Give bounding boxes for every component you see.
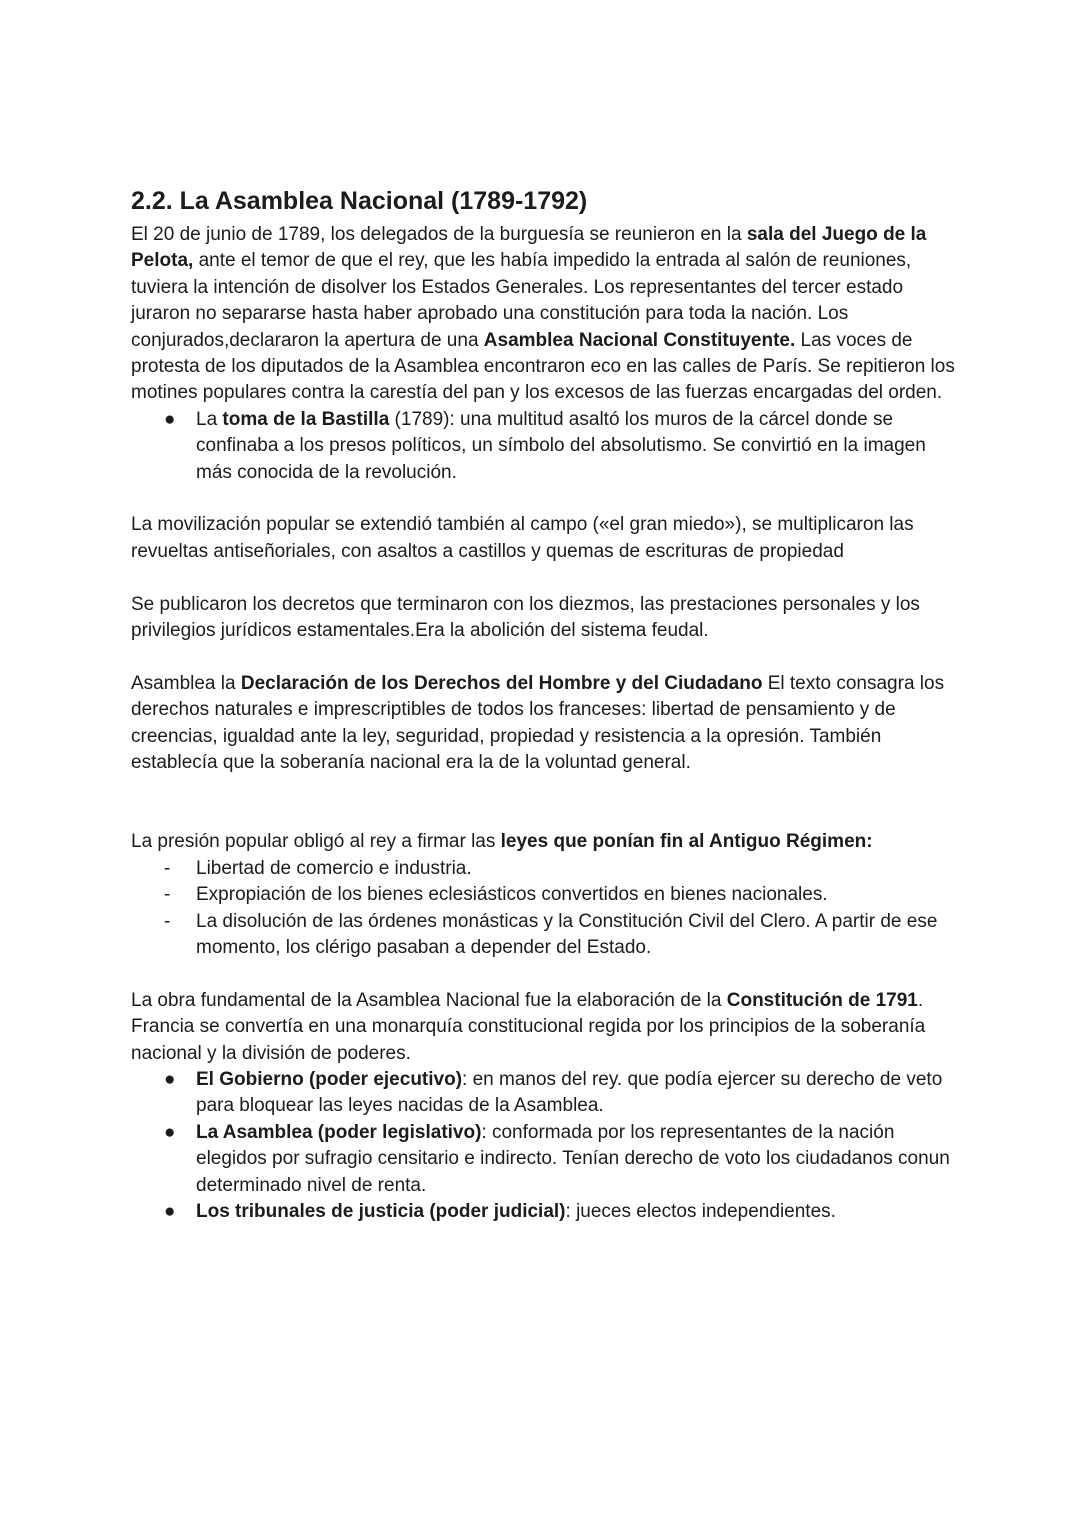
bullet-icon: ●: [164, 1068, 176, 1090]
campo-paragraph: La movilización popular se extendió también al campo («el gran miedo»), se multiplicaron las revueltas antiseñoriales, con asaltos a castillos y quemas de escrituras de propiedad: [131, 514, 914, 562]
leyes-list: [131, 856, 961, 962]
list-item: ● El Gobierno (poder ejecutivo): en manos del rey. que podía ejercer su derecho de veto para bloquear las leyes nacidas de la Asamblea.: [164, 1068, 943, 1117]
list-item: ● La Asamblea (poder legislativo): conformada por los representantes de la nación elegidos por sufragio censitario e indirecto. Tenían derecho de voto los ciudadanos conun determinado nivel de renta.: [164, 1121, 950, 1196]
constitucion-paragraph: La obra fundamental de la Asamblea Nacional fue la elaboración de la Constitución de 1791. Francia se convertía en una monarquía constitucional regida por los principios de la soberanía nacional y la división de poderes.: [131, 989, 926, 1064]
bullet-icon: ●: [164, 1121, 176, 1143]
list-item: - Expropiación de los bienes eclesiásticos convertidos en bienes nacionales.: [131, 882, 961, 908]
declaracion-paragraph: Asamblea la Declaración de los Derechos del Hombre y del Ciudadano El texto consagra los derechos naturales e imprescriptibles de todos los franceses: libertad de pensamiento y de creencias, igualdad ante la ley, seguridad, propiedad y resistencia a la opresión. También establecía que la soberanía nacional era la de la voluntad general.: [131, 672, 945, 774]
decretos-paragraph: Se publicaron los decretos que terminaron con los diezmos, las prestaciones personales y los privilegios jurídicos estamentales.Era la abolición del sistema feudal.: [131, 593, 920, 642]
intro-paragraph: El 20 de junio de 1789, los delegados de la burguesía se reunieron en la sala del Juego de la Pelota, ante el temor de que el rey, que les había impedido la entrada al salón de reuniones, tuviera la intención de disolver los Estados Generales. Los representantes del tercer estado juraron no separarse hasta haber aprobado una constitución para toda la nación. Los conjurados,declararon la apertura de una Asamblea Nacional Constituyente. Las voces de protesta de los diputados de la Asamblea encontraron eco en las calles de París. Se repitieron los motines populares contra la carestía del pan y los excesos de las fuerzas encargadas del orden.: [131, 224, 955, 404]
dash-marker: -: [164, 857, 171, 879]
dash-marker: -: [164, 910, 171, 932]
sala-juego-pelota: sala del Juego de la Pelota,: [131, 224, 927, 272]
poderes-list: [131, 1067, 961, 1225]
list-item: - Libertad de comercio e industria.: [131, 856, 961, 882]
section-heading: 2.2. La Asamblea Nacional (1789-1792): [131, 187, 588, 215]
dash-marker: -: [164, 884, 171, 906]
asamblea-constituyente: Asamblea Nacional Constituyente.: [483, 329, 796, 351]
document-page: [131, 184, 961, 1225]
bastilla-list: [131, 407, 961, 486]
bullet-icon: ●: [164, 1200, 176, 1222]
presion-paragraph: La presión popular obligó al rey a firmar las leyes que ponían fin al Antiguo Régimen:: [131, 831, 873, 853]
list-item: ● Los tribunales de justicia (poder judicial): jueces electos independientes.: [131, 1199, 961, 1225]
list-item: ● La toma de la Bastilla (1789): una multitud asaltó los muros de la cárcel donde se confinaba a los presos políticos, un símbolo del absolutismo. Se convirtió en la imagen más conocida de la revolución.: [164, 408, 926, 483]
bullet-icon: ●: [164, 408, 176, 430]
list-item: - La disolución de las órdenes monásticas y la Constitución Civil del Clero. A partir de ese momento, los clérigo pasaban a depender del Estado.: [164, 910, 938, 958]
